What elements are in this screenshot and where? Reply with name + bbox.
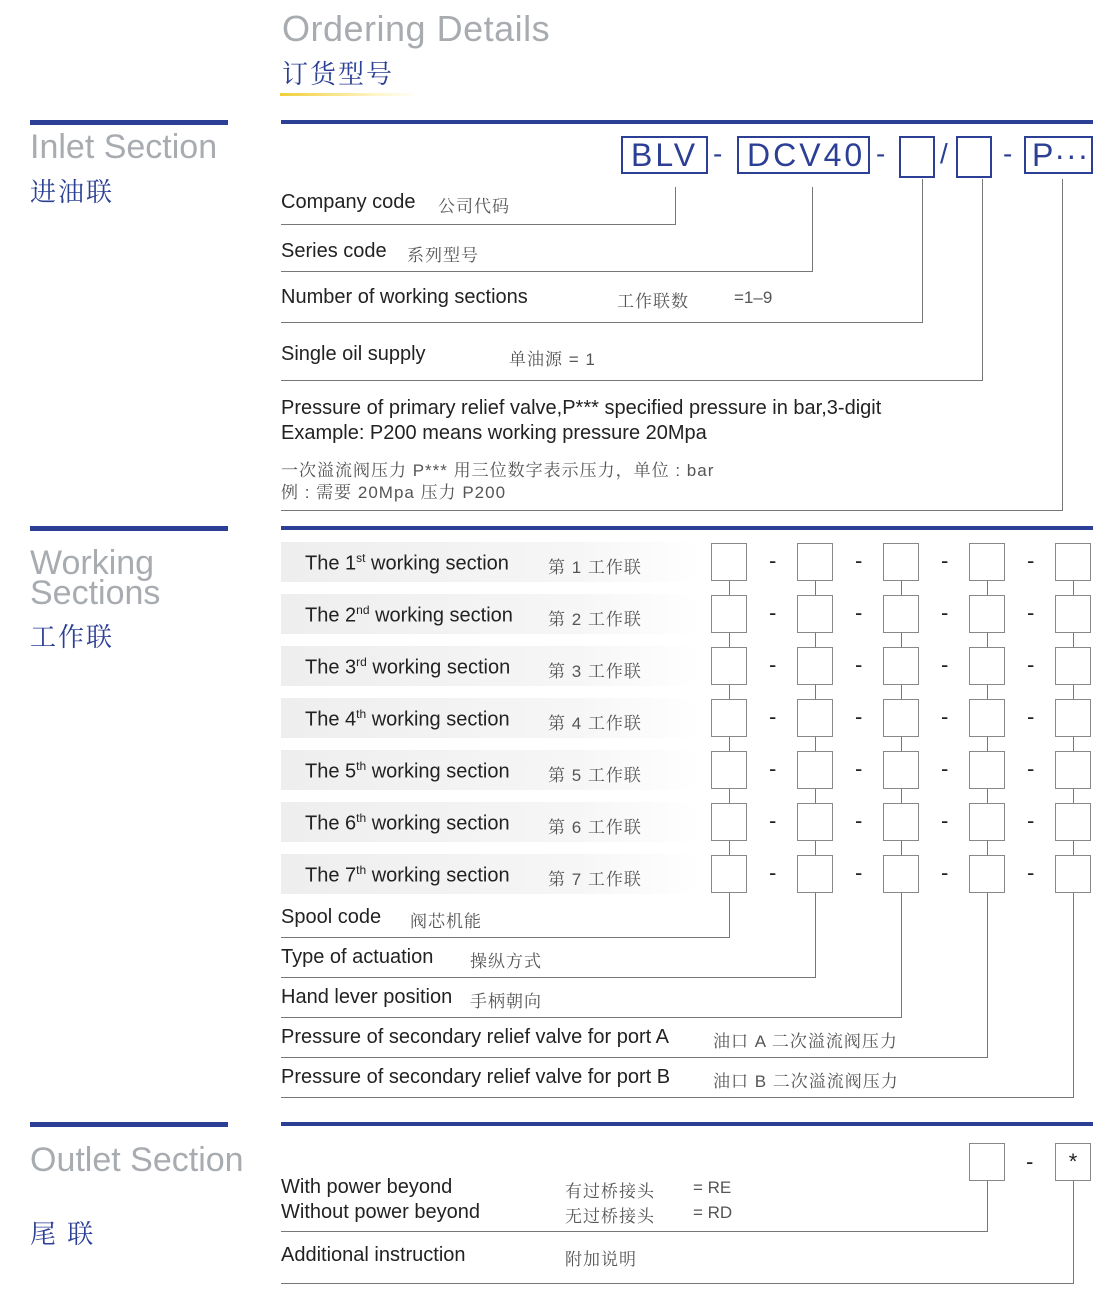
series-code: DCV40 [747, 136, 866, 173]
code-dash: - [1027, 652, 1035, 677]
ordinal-suffix: st [356, 551, 366, 565]
code-dash: - [876, 138, 886, 169]
code-dash: - [769, 704, 777, 729]
additional-instruction-label: Additional instruction [281, 1244, 466, 1266]
code-field-box [969, 595, 1005, 633]
code-dash: - [1003, 138, 1013, 169]
code-dash: - [1027, 756, 1035, 781]
leader-line [281, 271, 813, 272]
code-field-box [1055, 699, 1091, 737]
working-section-title: Working Sections [30, 544, 161, 612]
leader-line [281, 1097, 1074, 1098]
power-beyond-value: = RE [693, 1178, 732, 1197]
code-dash: - [855, 756, 863, 781]
code-dash: - [941, 548, 949, 573]
code-dash: - [1027, 860, 1035, 885]
working-sections-count-label-cn: 工作联数 [617, 292, 689, 311]
series-code-label-cn: 系列型号 [407, 246, 479, 265]
working-section-label [305, 811, 510, 836]
code-field-box [711, 855, 747, 893]
power-beyond-label-cn: 有过桥接头 [565, 1182, 655, 1201]
working-section-title-cn: 工作联 [30, 622, 115, 652]
code-dash: - [855, 548, 863, 573]
oil-supply-box [956, 136, 992, 178]
working-section-label-cn: 第 5 工作联 [548, 766, 642, 785]
working-section-label-prefix: The 7 [305, 864, 357, 887]
working-section-label-prefix: The 6 [305, 812, 357, 835]
working-section-label-prefix: The 5 [305, 760, 357, 783]
code-field-box [969, 855, 1005, 893]
company-code: BLV [631, 136, 699, 173]
leader-line [281, 1283, 1074, 1284]
outlet-dash: - [1026, 1149, 1034, 1174]
working-sections-count-label: Number of working sections [281, 286, 528, 308]
code-field-box [797, 595, 833, 633]
leader-line [281, 380, 983, 381]
leader-line [982, 179, 983, 381]
working-section-label-cn: 第 7 工作联 [548, 870, 642, 889]
working-section-label-cn: 第 3 工作联 [548, 662, 642, 681]
working-main-bar [281, 526, 1093, 530]
inlet-section-title-cn: 进油联 [30, 177, 115, 207]
code-dash: - [941, 756, 949, 781]
leader-line [1073, 1170, 1074, 1284]
title-underline [280, 93, 420, 96]
code-dash: - [769, 756, 777, 781]
code-dash: - [941, 860, 949, 885]
code-field-box [711, 647, 747, 685]
working-section-label [305, 759, 510, 784]
leader-line [281, 224, 676, 225]
additional-box [1055, 1143, 1091, 1181]
code-dash: - [769, 860, 777, 885]
oil-supply-label: Single oil supply [281, 343, 426, 365]
working-section-label-suffix: working section [369, 604, 513, 627]
working-section-label-cn: 第 2 工作联 [548, 610, 642, 629]
code-field-box [883, 855, 919, 893]
code-dash: - [941, 808, 949, 833]
working-section-label-suffix: working section [366, 708, 510, 731]
actuation-label-cn: 操纵方式 [470, 952, 542, 971]
code-field-box [1055, 855, 1091, 893]
code-dash: - [769, 600, 777, 625]
port-a-pressure-label-cn: 油口 A 二次溢流阀压力 [713, 1032, 898, 1051]
working-section-label-cn: 第 6 工作联 [548, 818, 642, 837]
code-field-box [711, 595, 747, 633]
code-field-box [797, 751, 833, 789]
power-beyond-label: With power beyond [281, 1176, 453, 1198]
leader-line [1062, 179, 1063, 511]
code-field-box [883, 647, 919, 685]
company-code-box [621, 136, 708, 174]
series-code-label: Series code [281, 240, 387, 262]
port-b-pressure-label: Pressure of secondary relief valve for port B [281, 1066, 671, 1088]
working-section-label-prefix: The 3 [305, 656, 357, 679]
leader-line [281, 510, 1063, 511]
leader-line [281, 322, 923, 323]
inlet-section-title: Inlet Section [30, 128, 218, 166]
code-field-box [883, 595, 919, 633]
star-mark: * [1068, 1149, 1078, 1174]
leader-line [281, 937, 730, 938]
working-section-label [305, 863, 510, 888]
ordinal-suffix: th [356, 811, 367, 825]
code-dash: - [941, 600, 949, 625]
working-section-label [305, 655, 510, 680]
working-section-label-suffix: working section [366, 812, 510, 835]
code-field-box [711, 803, 747, 841]
ordinal-suffix: th [356, 863, 367, 877]
code-field-box [883, 699, 919, 737]
leader-line [281, 1231, 988, 1232]
spool-code-label: Spool code [281, 906, 382, 928]
code-dash: - [855, 808, 863, 833]
code-field-box [883, 751, 919, 789]
leader-line [281, 977, 816, 978]
outlet-section-title: Outlet Section [30, 1141, 244, 1179]
pressure-code: P··· [1032, 136, 1090, 173]
company-code-label-cn: 公司代码 [438, 197, 510, 216]
pressure-code-box [1024, 136, 1093, 174]
code-field-box [711, 543, 747, 581]
ordinal-suffix: rd [356, 655, 367, 669]
working-section-label-suffix: working section [366, 760, 510, 783]
code-field-box [883, 543, 919, 581]
outlet-section-title-cn: 尾 联 [30, 1219, 96, 1249]
working-section-label-prefix: The 1 [305, 552, 357, 575]
code-field-box [969, 699, 1005, 737]
code-field-box [797, 803, 833, 841]
code-slash: / [940, 138, 948, 169]
lever-position-label-cn: 手柄朝向 [470, 992, 542, 1011]
code-dash: - [1027, 704, 1035, 729]
additional-instruction-label-cn: 附加说明 [565, 1250, 637, 1269]
code-field-box [969, 803, 1005, 841]
no-power-beyond-value: = RD [693, 1203, 733, 1222]
company-code-label: Company code [281, 191, 416, 213]
working-section-label-prefix: The 2 [305, 604, 357, 627]
sections-count-box [899, 136, 935, 178]
working-side-bar [30, 526, 228, 531]
port-b-pressure-label-cn: 油口 B 二次溢流阀压力 [713, 1072, 899, 1091]
code-field-box [969, 647, 1005, 685]
code-dash: - [1027, 548, 1035, 573]
code-dash: - [713, 138, 723, 169]
code-dash: - [1027, 808, 1035, 833]
inlet-main-bar [281, 120, 1093, 124]
code-dash: - [941, 704, 949, 729]
actuation-label: Type of actuation [281, 946, 434, 968]
code-field-box [969, 543, 1005, 581]
code-field-box [1055, 595, 1091, 633]
code-field-box [883, 803, 919, 841]
power-beyond-box [969, 1143, 1005, 1181]
code-field-box [797, 647, 833, 685]
working-section-label [305, 603, 513, 628]
pressure-note-cn-1: 一次溢流阀压力 P*** 用三位数字表示压力，单位 : bar [281, 461, 715, 480]
code-field-box [711, 699, 747, 737]
code-field-box [1055, 647, 1091, 685]
pressure-note-en-2: Example: P200 means working pressure 20Mpa [281, 422, 707, 444]
code-dash: - [769, 652, 777, 677]
working-section-label-suffix: working section [366, 656, 511, 679]
spool-code-label-cn: 阀芯机能 [410, 912, 482, 931]
code-dash: - [855, 860, 863, 885]
working-section-label-cn: 第 4 工作联 [548, 714, 642, 733]
leader-line [812, 187, 813, 272]
ordinal-suffix: th [356, 759, 367, 773]
code-field-box [969, 751, 1005, 789]
working-section-label-suffix: working section [365, 552, 509, 575]
port-a-pressure-label: Pressure of secondary relief valve for port A [281, 1026, 669, 1048]
lever-position-label: Hand lever position [281, 986, 453, 1008]
working-section-label-suffix: working section [366, 864, 510, 887]
leader-line [922, 179, 923, 323]
code-field-box [797, 855, 833, 893]
code-field-box [711, 751, 747, 789]
leader-line [281, 1057, 988, 1058]
series-code-box [737, 136, 870, 174]
outlet-side-bar [30, 1122, 228, 1127]
working-section-label-cn: 第 1 工作联 [548, 558, 642, 577]
page-title-cn: 订货型号 [282, 59, 395, 89]
no-power-beyond-label-cn: 无过桥接头 [565, 1207, 655, 1226]
oil-supply-label-cn: 单油源 = 1 [509, 350, 596, 369]
pressure-note-cn-2: 例 : 需要 20Mpa 压力 P200 [281, 483, 507, 502]
working-sections-count-value: =1–9 [734, 288, 773, 307]
outlet-main-bar [281, 1122, 1093, 1126]
code-field-box [1055, 751, 1091, 789]
page-title: Ordering Details [282, 8, 551, 49]
code-field-box [1055, 803, 1091, 841]
working-section-label [305, 707, 510, 732]
code-field-box [1055, 543, 1091, 581]
no-power-beyond-label: Without power beyond [281, 1201, 481, 1223]
pressure-note-en-1: Pressure of primary relief valve,P*** specified pressure in bar,3-digit [281, 397, 882, 419]
code-dash: - [769, 808, 777, 833]
code-dash: - [769, 548, 777, 573]
code-dash: - [1027, 600, 1035, 625]
working-section-label-prefix: The 4 [305, 708, 357, 731]
code-dash: - [855, 704, 863, 729]
inlet-side-bar [30, 120, 228, 125]
code-dash: - [855, 600, 863, 625]
working-section-label [305, 551, 509, 576]
code-dash: - [855, 652, 863, 677]
ordinal-suffix: nd [356, 603, 370, 617]
code-field-box [797, 543, 833, 581]
code-field-box [797, 699, 833, 737]
leader-line [675, 187, 676, 225]
leader-line [281, 1017, 902, 1018]
code-dash: - [941, 652, 949, 677]
ordinal-suffix: th [356, 707, 367, 721]
